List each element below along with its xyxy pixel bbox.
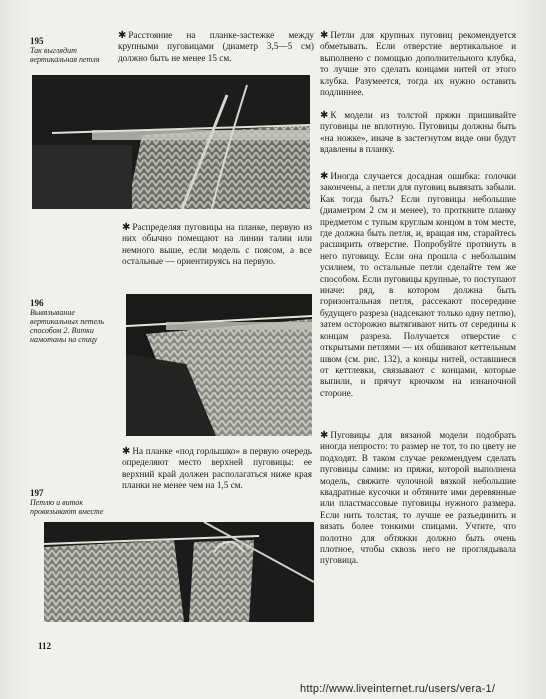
- right-paragraph-3: ✱ Иногда случается досадная ошибка: голочки закончены, а петли для пуговиц вывязать забыли. Как тогда быть? Если пуговицы небольшие (диаметром 2 см и менее), то проткните планку предметом с тупым круглым концом в том месте, где должна быть петля, и, вращая им, старайтесь расширить отверстие. Попробуйте протянуть в него пуговицу. Если она прошла с небольшим усилием, то остальные петли сделайте тем же способом. Если пуговицы крупные, то поступают иначе: ряд, в котором должна быть горизонтальная петля, рассекают посередине будущего разреза (надсекают только одну петлю), затем осторожно вытягивают нить от середины к концам разреза. Получается отверстие с открытыми петлями — их обшивают кеттельным швом (см. рис. 132), а концы нитей, оставшиеся от кеттлевки, связывают с концами, которые выпили, и прячут крючком на изнаночной стороне.: [320, 171, 516, 398]
- asterisk-icon: ✱: [320, 430, 329, 441]
- figure-196-photo: [126, 294, 312, 436]
- left-paragraph-1: ✱ Расстояние на планке-застежке между крупными пуговицами (диаметр 3,5—5 см) должно быть не менее 15 см.: [118, 30, 314, 63]
- figure-195-photo: [32, 75, 310, 209]
- watermark-url: http://www.liveinternet.ru/users/vera-1/: [300, 683, 496, 695]
- right-paragraph-2: ✱ К модели из толстой пряжи пришивайте пуговицы не вплотную. Пуговицы должны быть «на ножке», иначе в застегнутом виде они будут вдавлены в планку.: [320, 110, 516, 155]
- asterisk-icon: ✱: [320, 110, 329, 121]
- asterisk-icon: ✱: [118, 30, 127, 41]
- left-paragraph-2: ✱ Распределяя пуговицы на планке, первую из них обычно помещают на линии талии или немного выше, если модель с поясом, а все остальные — ориентируясь на первую.: [122, 222, 312, 267]
- figure-197-caption: Петлю и виток провязывают вместе: [30, 498, 104, 516]
- figure-196-caption: Вывязывание вертикальных петель способом 2. Витки намотаны на спицу: [30, 308, 105, 344]
- figure-196-number: 196: [30, 298, 44, 308]
- left-paragraph-3: ✱ На планке «под горлышко» в первую очередь определяют место верхней пуговицы: ее верхний край должен располагаться ниже края планки не менее чем на 1,5 см.: [122, 446, 312, 491]
- asterisk-icon: ✱: [320, 171, 329, 182]
- asterisk-icon: ✱: [320, 30, 329, 41]
- right-paragraph-1: ✱ Петли для крупных пуговиц рекомендуется обметывать. Если отверстие вертикальное и выполнено с помощью дополнительного клубка, то лучше это сделать концами нитей от этого клубка. Разумеется, тогда их нужно оставить подлиннее.: [320, 30, 516, 98]
- figure-195-caption: Так выглядит вертикальная петля: [30, 46, 100, 64]
- asterisk-icon: ✱: [122, 222, 131, 233]
- figure-197-photo: [44, 522, 314, 622]
- asterisk-icon: ✱: [122, 446, 131, 457]
- page-number: 112: [38, 641, 52, 651]
- figure-197-number: 197: [30, 488, 44, 498]
- right-paragraph-4: ✱ Пуговицы для вязаной модели подобрать иногда непросто: то размер не тот, то по цвету не подходят. В таком случае рекомендуем сделать пуговицы самим: из пряжи, которой выполнена модель, свяжите чулочной вязкой небольшие квадратные кусочки и обтяните ими деревянные или пластмассовые пуговицы нужного размера. Если нить толстая, то лучше ее разъединить и вязать более тонкими спицами. Учтите, что полотно для обтяжки должно быть очень плотное, чтобы сквозь него не проглядывала пуговица.: [320, 430, 516, 566]
- figure-195-number: 195: [30, 36, 44, 46]
